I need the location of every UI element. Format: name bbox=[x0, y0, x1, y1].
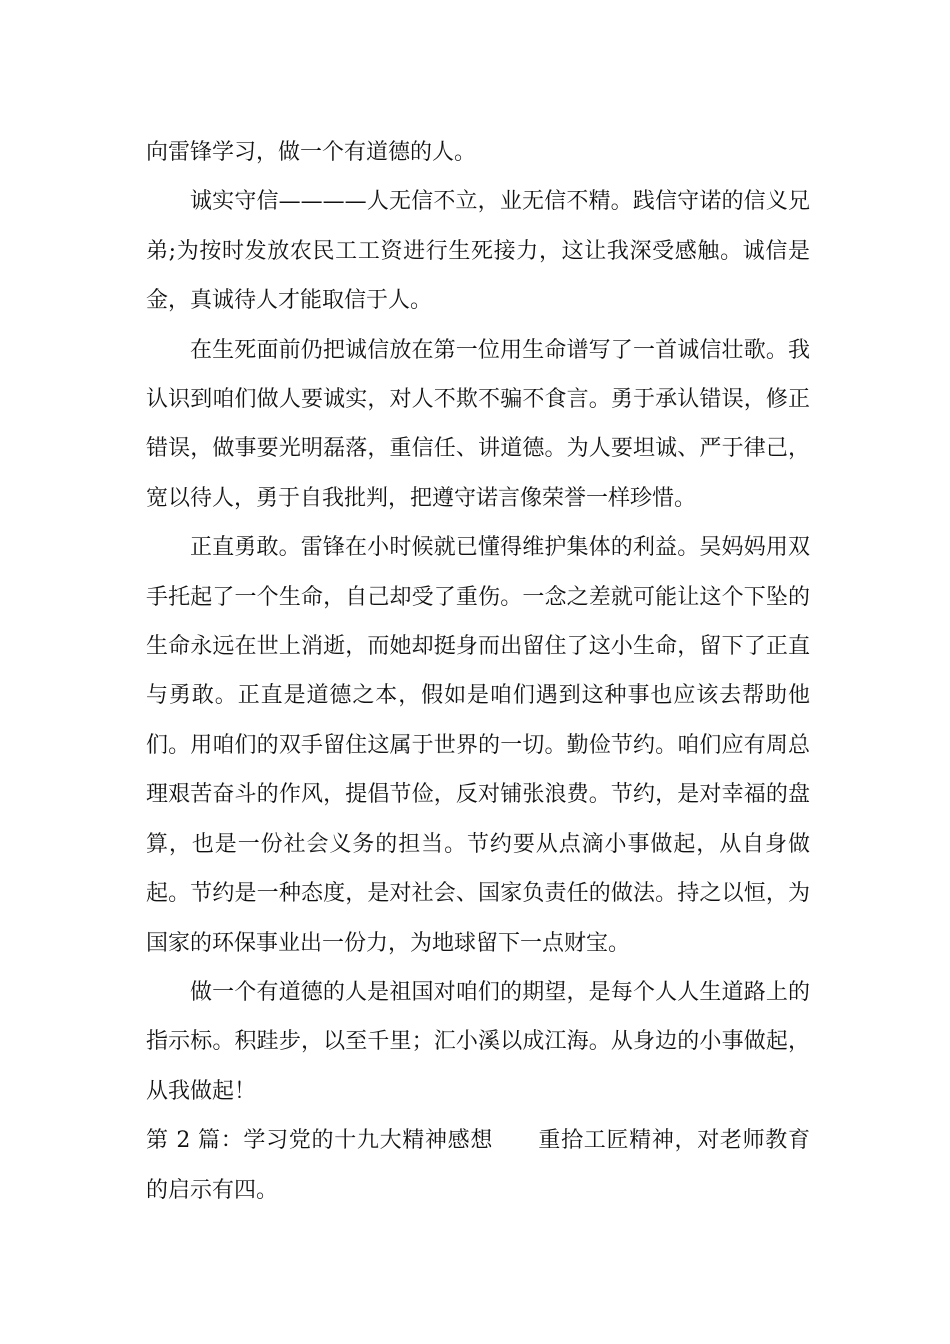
article-heading-2: 第 2 篇：学习党的十九大精神感想 重拾工匠精神，对老师教育的启示有四。 bbox=[146, 1128, 810, 1203]
paragraph-2: 诚实守信————人无信不立，业无信不精。践信守诺的信义兄弟;为按时发放农民工工资进行生死接力，这让我深受感触。诚信是金，真诚待人才能取信于人。 bbox=[146, 189, 810, 314]
paragraph-1: 向雷锋学习，做一个有道德的人。 bbox=[146, 140, 477, 165]
document-body bbox=[146, 128, 810, 1215]
paragraph-5: 做一个有道德的人是祖国对咱们的期望，是每个人人生道路上的指示标。积跬步，以至千里；汇小溪以成江海。从身边的小事做起，从我做起！ bbox=[146, 979, 810, 1104]
paragraph-3: 在生死面前仍把诚信放在第一位用生命谱写了一首诚信壮歌。我认识到咱们做人要诚实，对人不欺不骗不食言。勇于承认错误，修正错误，做事要光明磊落，重信任、讲道德。为人要坦诚、严于律己，宽以待人，勇于自我批判，把遵守诺言像荣誉一样珍惜。 bbox=[146, 337, 810, 511]
paragraph-4: 正直勇敢。雷锋在小时候就已懂得维护集体的利益。吴妈妈用双手托起了一个生命，自己却受了重伤。一念之差就可能让这个下坠的生命永远在世上消逝，而她却挺身而出留住了这小生命，留下了正直与勇敢。正直是道德之本，假如是咱们遇到这种事也应该去帮助他们。用咱们的双手留住这属于世界的一切。勤俭节约。咱们应有周总理艰苦奋斗的作风，提倡节俭，反对铺张浪费。节约，是对幸福的盘算，也是一份社会义务的担当。节约要从点滴小事做起，从自身做起。节约是一种态度，是对社会、国家负责任的做法。持之以恒，为国家的环保事业出一份力，为地球留下一点财宝。 bbox=[146, 535, 810, 956]
